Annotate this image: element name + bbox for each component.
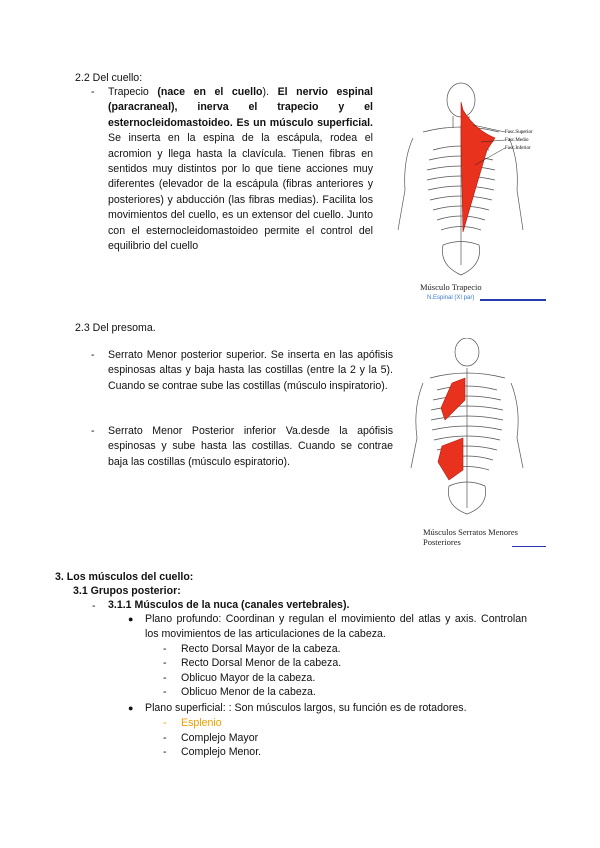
text-normal: Se inserta en la espina de la escápula, rodea el acromion y llega hasta la clavícula. Tienen fibras en sentidos muy distintos por lo que tiene acciones muy diferentes (elevador de la escápula (fibras anteriores y posteriores) y abducción (las fibras medias). Facilita los movimientos del cuello, es un extensor del cuello. Junto con el esternocleidomastoideo permite el control del equilibrio del cuello <box>108 132 373 253</box>
text-bold: (nace en el cuello <box>157 86 263 98</box>
serratos-illustration <box>405 338 555 518</box>
plano-superficial-text: Plano superficial: : Son músculos largos, su función es de rotadores. <box>145 702 467 714</box>
section-heading-3-1-1: 3.1.1 Músculos de la nuca (canales vertebrales). <box>108 599 350 611</box>
deep-item: Recto Dorsal Mayor de la cabeza. <box>181 643 341 655</box>
list-dash: - <box>163 717 167 729</box>
trapecio-subcaption: N.Espinal (XI par) <box>427 295 475 301</box>
list-dash: - <box>163 746 167 758</box>
list-dash: - <box>91 86 95 98</box>
list-dash: - <box>163 657 167 669</box>
superficial-item-highlighted: Esplenio <box>181 717 222 729</box>
trapecio-paragraph <box>108 85 373 254</box>
list-dash: - <box>163 672 167 684</box>
superficial-item: Complejo Mayor <box>181 732 259 744</box>
plano-profundo-text: Plano profundo: Coordinan y regulan el movimiento del atlas y axis. Controlan los movimientos de las articulaciones de la cabeza. <box>145 613 527 641</box>
serratos-caption-1: Músculos Serratos Menores <box>423 527 518 537</box>
deep-item: Oblicuo Mayor de la cabeza. <box>181 672 316 684</box>
label-fasc-superior: Fasc.Superior <box>505 130 533 135</box>
deep-item: Oblicuo Menor de la cabeza. <box>181 686 316 698</box>
trapecio-illustration <box>383 80 553 280</box>
label-fasc-inferior: Fasc.Inferior <box>505 146 531 151</box>
link-underline <box>512 546 546 547</box>
label-fasc-medio: Fasc.Medio <box>505 138 529 143</box>
text-normal: ). <box>262 86 278 98</box>
section-heading-2-3: 2.3 Del presoma. <box>75 322 156 334</box>
list-dash: - <box>91 349 95 361</box>
text-bold: El nervio espinal (paracraneal), inerva el trapecio y el esternocleidomastoideo. Es un músculo superficial. <box>108 86 373 129</box>
text-normal: Trapecio <box>108 86 158 98</box>
link-underline <box>480 299 546 301</box>
list-dash: - <box>163 643 167 655</box>
trapecio-figure <box>383 80 553 305</box>
deep-item: Recto Dorsal Menor de la cabeza. <box>181 657 342 669</box>
serratos-figure <box>405 338 555 548</box>
list-dash: - <box>92 600 96 612</box>
bullet-dot: ● <box>128 703 134 713</box>
serrato-superior-muscle <box>441 378 465 420</box>
trapecio-muscle <box>461 102 495 232</box>
list-dash: - <box>91 425 95 437</box>
serrato-superior-text: Serrato Menor posterior superior. Se inserta en las apófisis espinosas altas y baja hasta las costillas (entre la 2 y la 5). Cuando se contrae sube las costillas (músculo inspiratorio). <box>108 349 393 392</box>
serrato-inferior-text: Serrato Menor Posterior inferior Va.desde la apófisis espinosas y sube hasta las costillas. Cuando se contrae baja las costillas (músculo espiratorio). <box>108 425 393 468</box>
serratos-caption-2: Posteriores <box>423 537 461 547</box>
section-heading-3: 3. Los músculos del cuello: <box>55 571 194 583</box>
section-heading-2-2: 2.2 Del cuello: <box>75 72 143 84</box>
bullet-dot: ● <box>128 614 134 624</box>
superficial-item: Complejo Menor. <box>181 746 262 758</box>
serrato-inferior-muscle <box>438 438 463 480</box>
list-dash: - <box>163 686 167 698</box>
trapecio-caption: Músculo Trapecio <box>420 282 482 292</box>
list-dash: - <box>163 732 167 744</box>
section-heading-3-1: 3.1 Grupos posterior: <box>73 585 181 597</box>
